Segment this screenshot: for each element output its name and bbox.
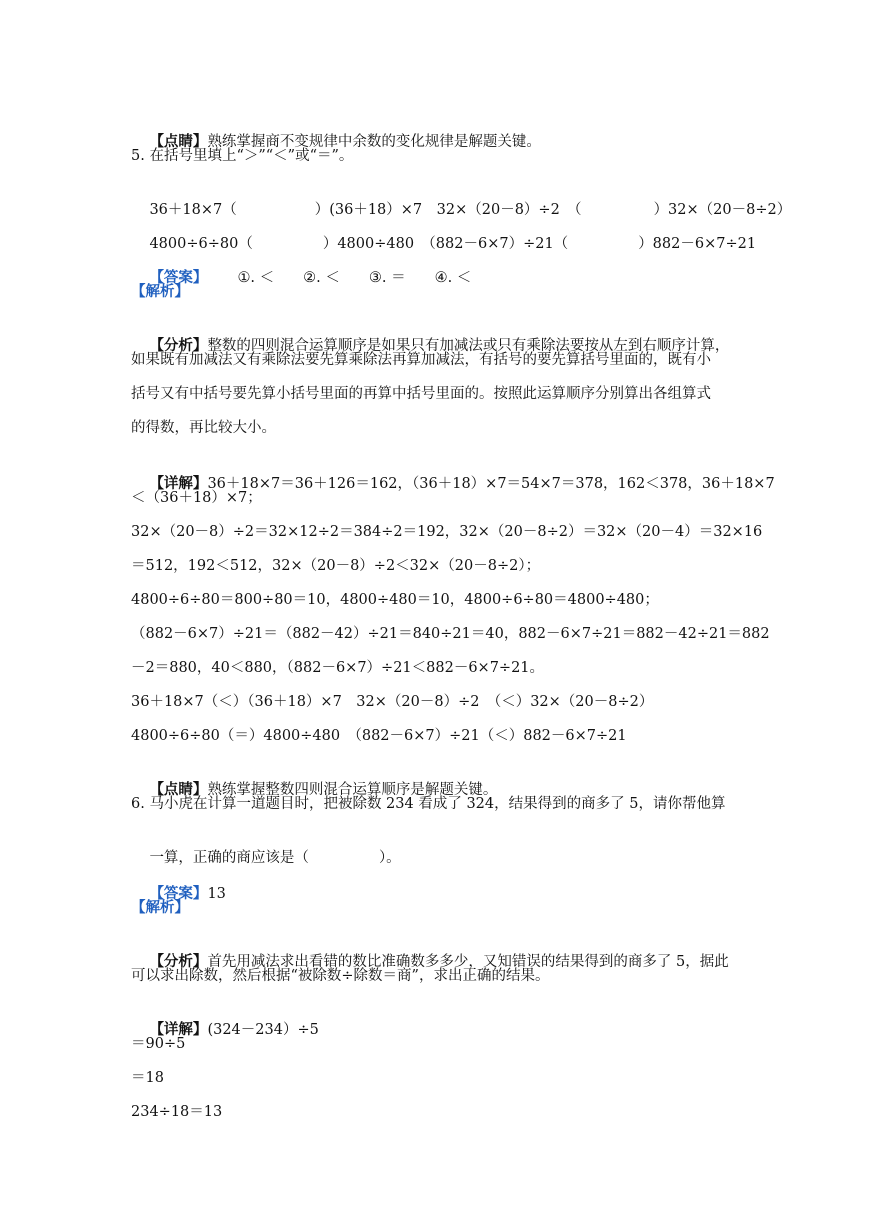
detail-line-8: 36＋18×7（＜）（36＋18）×7 32×（20－8）÷2 （＜）32×（20－8÷2） bbox=[131, 694, 654, 710]
expr-1-middle: ）(36＋18）×7 32×（20－8）÷2 （ bbox=[314, 202, 582, 218]
expr-2-right: ）32×（20－8÷2） bbox=[653, 202, 792, 218]
detail-line-5: 4800÷6÷80＝800÷80＝10，4800÷480＝10，4800÷6÷80＝4800÷480； bbox=[131, 592, 659, 608]
fenxi-tag: 【分析】 bbox=[149, 337, 208, 354]
point-text: 熟练掌握整数四则混合运算顺序是解题关键。 bbox=[207, 782, 498, 798]
detail-text: 36＋18×7＝36＋126＝162，（36＋18）×7＝54×7＝378，162＜378，36＋18×7 bbox=[207, 476, 775, 492]
detail-line-9: 4800÷6÷80（＝）4800÷480 （882－6×7）÷21（＜）882－6×7÷21 bbox=[131, 728, 627, 744]
q6-analysis-line-2: 可以求出除数，然后根据“被除数÷除数＝商”，求出正确的结果。 bbox=[131, 968, 550, 984]
expr-4-right: ）882－6×7÷21 bbox=[638, 236, 757, 252]
analysis-line-3: 括号又有中括号要先算小括号里面的再算中括号里面的。按照此运算顺序分别算出各组算式 bbox=[131, 386, 711, 402]
detail-line-7: －2＝880，40＜880，（882－6×7）÷21＜882－6×7÷21。 bbox=[131, 660, 545, 676]
detail-line-6: （882－6×7）÷21＝（882－42）÷21＝840÷21＝40，882－6×7÷21＝882－42÷21＝882 bbox=[131, 626, 770, 642]
question-6-stem-1: 6. 马小虎在计算一道题目时，把被除数 234 看成了 324，结果得到的商多了 5，请你帮他算 bbox=[131, 796, 726, 812]
expr-1-left: 36＋18×7（ bbox=[149, 202, 237, 218]
point-text: 熟练掌握商不变规律中余数的变化规律是解题关键。 bbox=[207, 134, 541, 150]
q6-detail-line-2: ＝90÷5 bbox=[131, 1036, 186, 1052]
analysis-text: 首先用减法求出看错的数比准确数多多少，又知错误的结果得到的商多了 5，据此 bbox=[207, 954, 729, 970]
point-tag: 【点睛】 bbox=[149, 133, 208, 150]
detail-line-2: ＜（36＋18）×7； bbox=[131, 490, 262, 506]
expr-3-left: 4800÷6÷80（ bbox=[149, 236, 253, 252]
detail-tag: 【详解】 bbox=[149, 475, 208, 492]
stem-end: ）。 bbox=[378, 850, 401, 866]
q6-detail-line-3: ＝18 bbox=[131, 1070, 164, 1086]
answer-tag: 【答案】 bbox=[149, 269, 208, 286]
detail-text: (324－234）÷5 bbox=[207, 1022, 319, 1038]
expr-3-middle: ）4800÷480 （882－6×7）÷21（ bbox=[322, 236, 569, 252]
detail-line-3: 32×（20－8）÷2＝32×12÷2＝384÷2＝192，32×（20－8÷2）＝32×（20－4）＝32×16 bbox=[131, 524, 763, 540]
answer-value: 13 bbox=[207, 886, 226, 902]
fenxi-tag: 【分析】 bbox=[149, 953, 208, 970]
analysis-tag: 【解析】 bbox=[131, 899, 189, 916]
detail-line-4: ＝512，192＜512，32×（20－8）÷2＜32×（20－8÷2）； bbox=[131, 558, 541, 574]
q6-detail-line-4: 234÷18＝13 bbox=[131, 1104, 223, 1120]
analysis-line-4: 的得数，再比较大小。 bbox=[131, 420, 276, 436]
stem-text: 一算，正确的商应该是（ bbox=[149, 850, 309, 866]
answer-values: ①. ＜ ②. ＜ ③. ＝ ④. ＜ bbox=[237, 270, 472, 286]
analysis-line-2: 如果既有加减法又有乘除法要先算乘除法再算加减法，有括号的要先算括号里面的，既有小 bbox=[131, 352, 711, 368]
analysis-tag: 【解析】 bbox=[131, 283, 189, 300]
detail-tag: 【详解】 bbox=[149, 1021, 208, 1038]
point-tag: 【点睛】 bbox=[149, 781, 208, 798]
analysis-text: 整数的四则混合运算顺序是如果只有加减法或只有乘除法要按从左到右顺序计算， bbox=[207, 338, 730, 354]
answer-tag: 【答案】 bbox=[149, 885, 208, 902]
question-5-stem: 5. 在括号里填上“＞”“＜”或“＝”。 bbox=[131, 148, 354, 164]
